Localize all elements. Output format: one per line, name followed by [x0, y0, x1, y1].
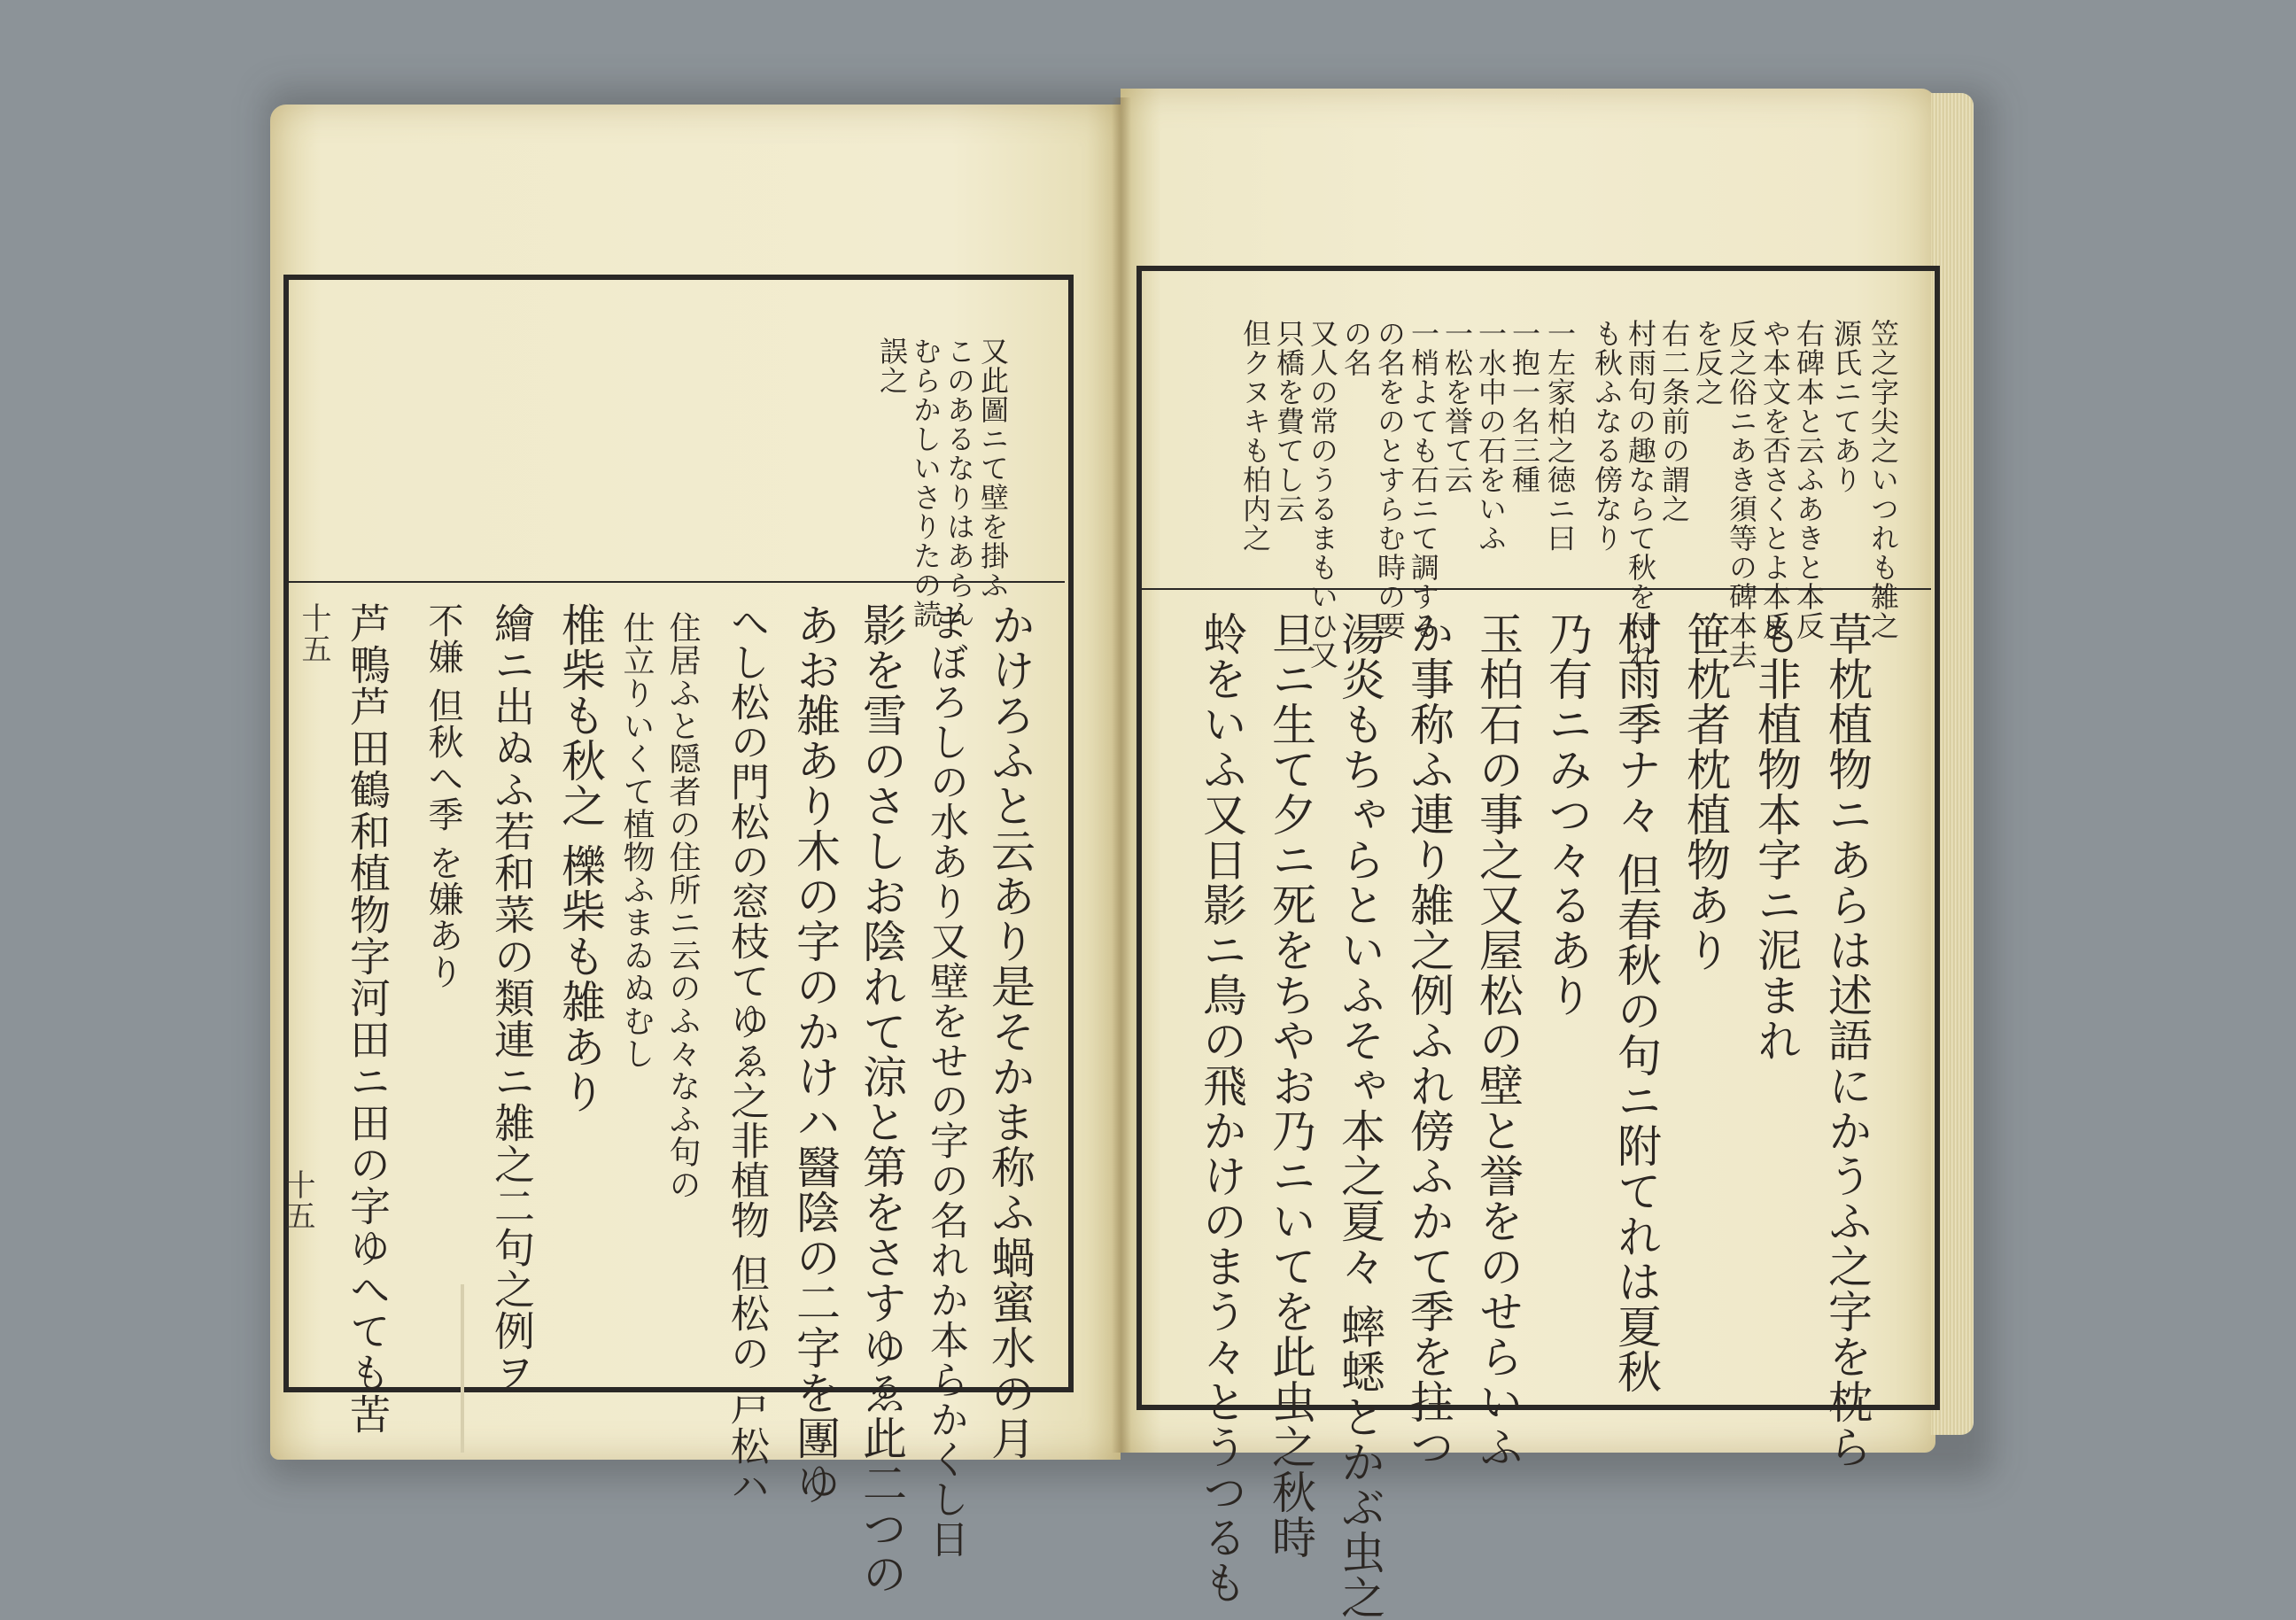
left-main-column: 住居ふと隠者の住所ニ云のふ々なふ句の: [664, 611, 701, 1201]
left-header-note: 誤之: [875, 337, 909, 395]
right-header-note: 一左家柏之徳ニ曰: [1543, 319, 1577, 553]
left-header-note: このあるなりはあらん: [942, 337, 976, 629]
book-gutter: [1112, 97, 1131, 1453]
right-header-note: や本文を否さくとよ本反: [1758, 319, 1792, 640]
right-main-column: 旦ニ生て夕ニ死をちやお乃ニいてを此虫之秋時: [1265, 611, 1316, 1560]
left-main-column: 仕立りいくて植物ふまゐぬむし: [618, 611, 655, 1070]
left-main-column: 不嫌 但秋へ季 を嫌あり: [423, 602, 463, 990]
right-main-column: 笹枕者枕植物あり: [1679, 611, 1731, 973]
right-header-note: 又人の常のうるまもいひ又: [1306, 319, 1339, 670]
left-header-note: むらかしいさりたの読: [909, 337, 942, 629]
right-header-note: 右二条前の謂之: [1657, 319, 1691, 523]
right-header-note: の名: [1339, 319, 1373, 377]
left-main-column: 繪ニ出ぬふ若和菜の類連ニ雑之二句之例ヲ: [488, 602, 536, 1393]
right-header-note: も秋ふなる傍なり: [1590, 319, 1624, 553]
right-header-note: 右碑本と云ふあきと本反: [1792, 319, 1826, 640]
right-header-note: 一水中の石をいふ: [1474, 319, 1508, 553]
right-header-note: 一梢よても石ニて調する: [1407, 319, 1440, 640]
right-header-note: 一松を誉て云: [1440, 319, 1474, 494]
left-main-column: 影を雪のさしお陰れて涼と第をさすゆゑ此二つの: [856, 602, 907, 1596]
left-header-note: 又此圖ニて壁を掛ふ: [976, 337, 1010, 600]
right-main-column: か事称ふ連り雑之例ふれ傍ふかて季を拄つ: [1403, 611, 1454, 1469]
right-main-column: も非植物本字ニ泥まれ: [1750, 611, 1802, 1063]
right-header-note: 只橋を費てし云: [1272, 319, 1306, 523]
left-main-column: 椎柴も秋之 櫟柴も雑あり: [555, 602, 606, 1114]
right-main-column: 草枕植物ニあらは述語にかうふ之字を枕ら: [1821, 611, 1873, 1469]
right-header-note: 村雨句の趣ならて秋を付れ: [1624, 319, 1657, 670]
right-header-note: 笠之字尖之いつれも雑之: [1866, 319, 1900, 640]
left-main-column: 芦鴨芦田鶴和植物字河田ニ田の字ゆへても苦: [344, 602, 392, 1435]
right-header-note: 但クヌキも柏内之: [1238, 319, 1272, 553]
right-header-note: 一抱一名三種: [1508, 319, 1541, 494]
left-folio-number: 十五: [296, 602, 331, 664]
right-main-column: 村雨季ナ々 但春秋の句ニ附てれは夏秋: [1610, 611, 1662, 1394]
right-header-note: の名をのとすらむ時の要: [1373, 319, 1407, 640]
left-main-column: まぼろしの水あり又壁をせの字の名れか本らかくし日: [923, 602, 968, 1559]
right-main-column: 蛉をいふ又日影ニ鳥の飛かけのまう々とうつるも: [1196, 611, 1247, 1605]
right-main-column: 湯炎もちゃらといふそゃ本之夏々 蟀蟋とかぶ虫之: [1334, 611, 1385, 1620]
left-folio-number: 十五: [280, 1169, 315, 1231]
left-main-column: かけろふと云あり是そかま称ふ蝸蜜水の月: [984, 602, 1036, 1461]
right-main-column: 玉柏石の事之又屋松の壁と誉をのせらいふ: [1472, 611, 1524, 1469]
right-header-note: 源氏ニてあり: [1829, 319, 1863, 494]
right-main-column: 乃有ニみつ々るあり: [1541, 611, 1593, 1018]
left-main-column: へし松の門松の窓枝てゆゑ之非植物 但松の 戸松ハ: [724, 602, 769, 1506]
right-header-note: 反之俗ニあき須等の碑本去: [1725, 319, 1758, 670]
binding-thread: [461, 1284, 464, 1453]
left-main-column: あお雑あり木の字のかけハ醫陰の二字を團ゆ: [789, 602, 841, 1506]
right-header-note: を反之: [1691, 319, 1725, 407]
